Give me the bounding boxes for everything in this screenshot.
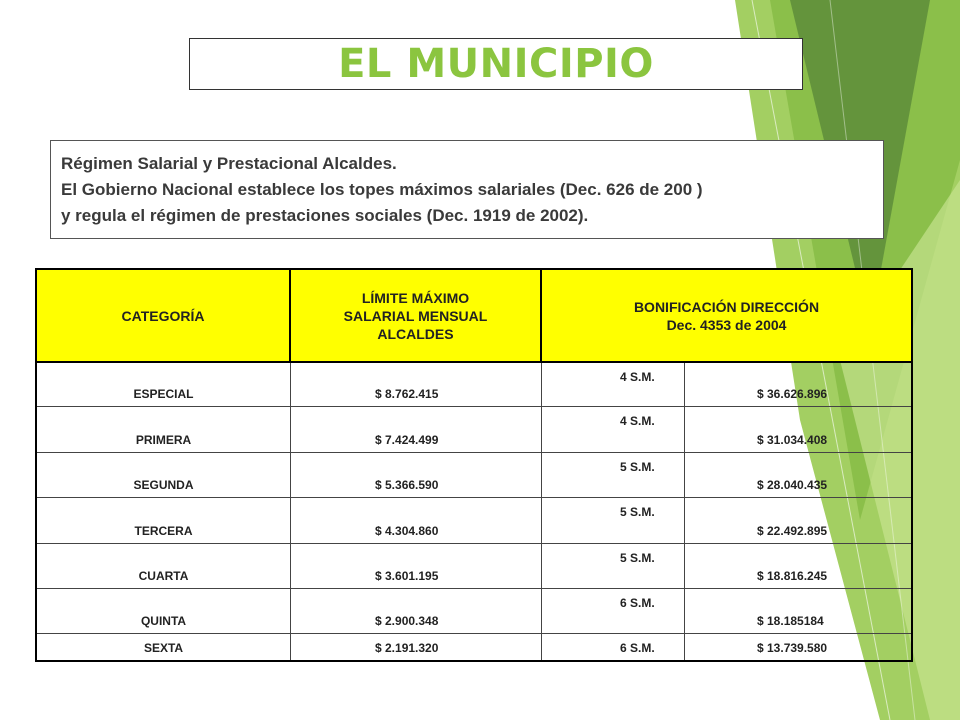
table-row bbox=[37, 363, 911, 407]
header-categoria bbox=[37, 270, 291, 363]
table-row bbox=[37, 589, 911, 634]
cell-bonificacion-text: $ 13.739.580 bbox=[757, 641, 828, 655]
cell-limite-text: $ 2.191.320 bbox=[375, 641, 439, 655]
table-row bbox=[37, 453, 911, 498]
cell-categoria bbox=[37, 544, 291, 588]
cell-sm-text: 6 S.M. bbox=[620, 641, 655, 655]
cell-bonificacion bbox=[685, 634, 911, 660]
cell-bonificacion-text: $ 18.185184 bbox=[757, 614, 824, 628]
cell-categoria-text: SEGUNDA bbox=[133, 478, 194, 492]
table-row bbox=[37, 634, 911, 660]
cell-categoria bbox=[37, 498, 291, 543]
cell-categoria bbox=[37, 407, 291, 452]
cell-sm bbox=[542, 544, 685, 588]
cell-limite-text: $ 5.366.590 bbox=[375, 478, 439, 492]
cell-limite bbox=[291, 634, 542, 660]
cell-bonificacion bbox=[685, 589, 911, 633]
cell-bonificacion bbox=[685, 407, 911, 452]
header-label: SALARIAL MENSUAL bbox=[343, 307, 488, 324]
cell-categoria bbox=[37, 453, 291, 497]
header-label: Dec. 4353 de 2004 bbox=[666, 316, 787, 333]
cell-limite bbox=[291, 589, 542, 633]
cell-bonificacion-text: $ 28.040.435 bbox=[757, 478, 828, 492]
cell-limite bbox=[291, 544, 542, 588]
cell-sm-text: 4 S.M. bbox=[620, 370, 655, 384]
cell-sm bbox=[542, 453, 685, 497]
cell-limite-text: $ 7.424.499 bbox=[375, 433, 439, 447]
cell-sm-text: 5 S.M. bbox=[620, 460, 655, 474]
cell-categoria bbox=[37, 589, 291, 633]
cell-bonificacion bbox=[685, 453, 911, 497]
table-row bbox=[37, 498, 911, 544]
cell-sm bbox=[542, 498, 685, 543]
cell-bonificacion-text: $ 36.626.896 bbox=[757, 387, 828, 401]
cell-sm bbox=[542, 634, 685, 660]
cell-categoria bbox=[37, 363, 291, 406]
cell-bonificacion bbox=[685, 363, 911, 406]
table-row bbox=[37, 407, 911, 453]
cell-limite-text: $ 3.601.195 bbox=[375, 569, 439, 583]
header-bonificacion bbox=[542, 270, 911, 363]
cell-categoria-text: SEXTA bbox=[143, 641, 184, 655]
cell-sm-text: 5 S.M. bbox=[620, 551, 655, 565]
cell-sm-text: 5 S.M. bbox=[620, 505, 655, 519]
cell-categoria-text: TERCERA bbox=[134, 524, 193, 538]
cell-bonificacion bbox=[685, 498, 911, 543]
cell-bonificacion-text: $ 18.816.245 bbox=[757, 569, 828, 583]
cell-limite bbox=[291, 363, 542, 406]
cell-bonificacion-text: $ 22.492.895 bbox=[757, 524, 828, 538]
header-limite bbox=[291, 270, 542, 363]
table-row bbox=[37, 544, 911, 589]
cell-categoria-text: PRIMERA bbox=[135, 433, 192, 447]
salary-table bbox=[35, 268, 913, 662]
cell-bonificacion bbox=[685, 544, 911, 588]
cell-sm bbox=[542, 589, 685, 633]
intro-line: y regula el régimen de prestaciones sociales (Dec. 1919 de 2002). bbox=[61, 206, 589, 225]
cell-bonificacion-text: $ 31.034.408 bbox=[757, 433, 828, 447]
cell-sm-text: 4 S.M. bbox=[620, 414, 655, 428]
title-box bbox=[189, 38, 803, 90]
cell-limite bbox=[291, 498, 542, 543]
cell-limite bbox=[291, 407, 542, 452]
intro-line: Régimen Salarial y Prestacional Alcaldes. bbox=[61, 154, 397, 173]
cell-categoria-text: QUINTA bbox=[140, 614, 187, 628]
cell-categoria bbox=[37, 634, 291, 660]
cell-limite-text: $ 2.900.348 bbox=[375, 614, 439, 628]
page-title: EL MUNICIPIO bbox=[338, 41, 654, 87]
header-label: BONIFICACIÓN DIRECCIÓN bbox=[633, 298, 820, 315]
cell-sm-text: 6 S.M. bbox=[620, 596, 655, 610]
cell-sm bbox=[542, 407, 685, 452]
intro-box bbox=[50, 140, 884, 239]
cell-limite-text: $ 8.762.415 bbox=[375, 387, 439, 401]
cell-categoria-text: ESPECIAL bbox=[133, 387, 194, 401]
header-label: CATEGORÍA bbox=[121, 307, 205, 324]
intro-line: El Gobierno Nacional establece los topes máximos salariales (Dec. 626 de 200 ) bbox=[61, 180, 703, 199]
cell-limite-text: $ 4.304.860 bbox=[375, 524, 439, 538]
header-label: LÍMITE MÁXIMO bbox=[361, 289, 470, 306]
header-label: ALCALDES bbox=[377, 325, 454, 342]
cell-categoria-text: CUARTA bbox=[138, 569, 189, 583]
cell-limite bbox=[291, 453, 542, 497]
cell-sm bbox=[542, 363, 685, 406]
